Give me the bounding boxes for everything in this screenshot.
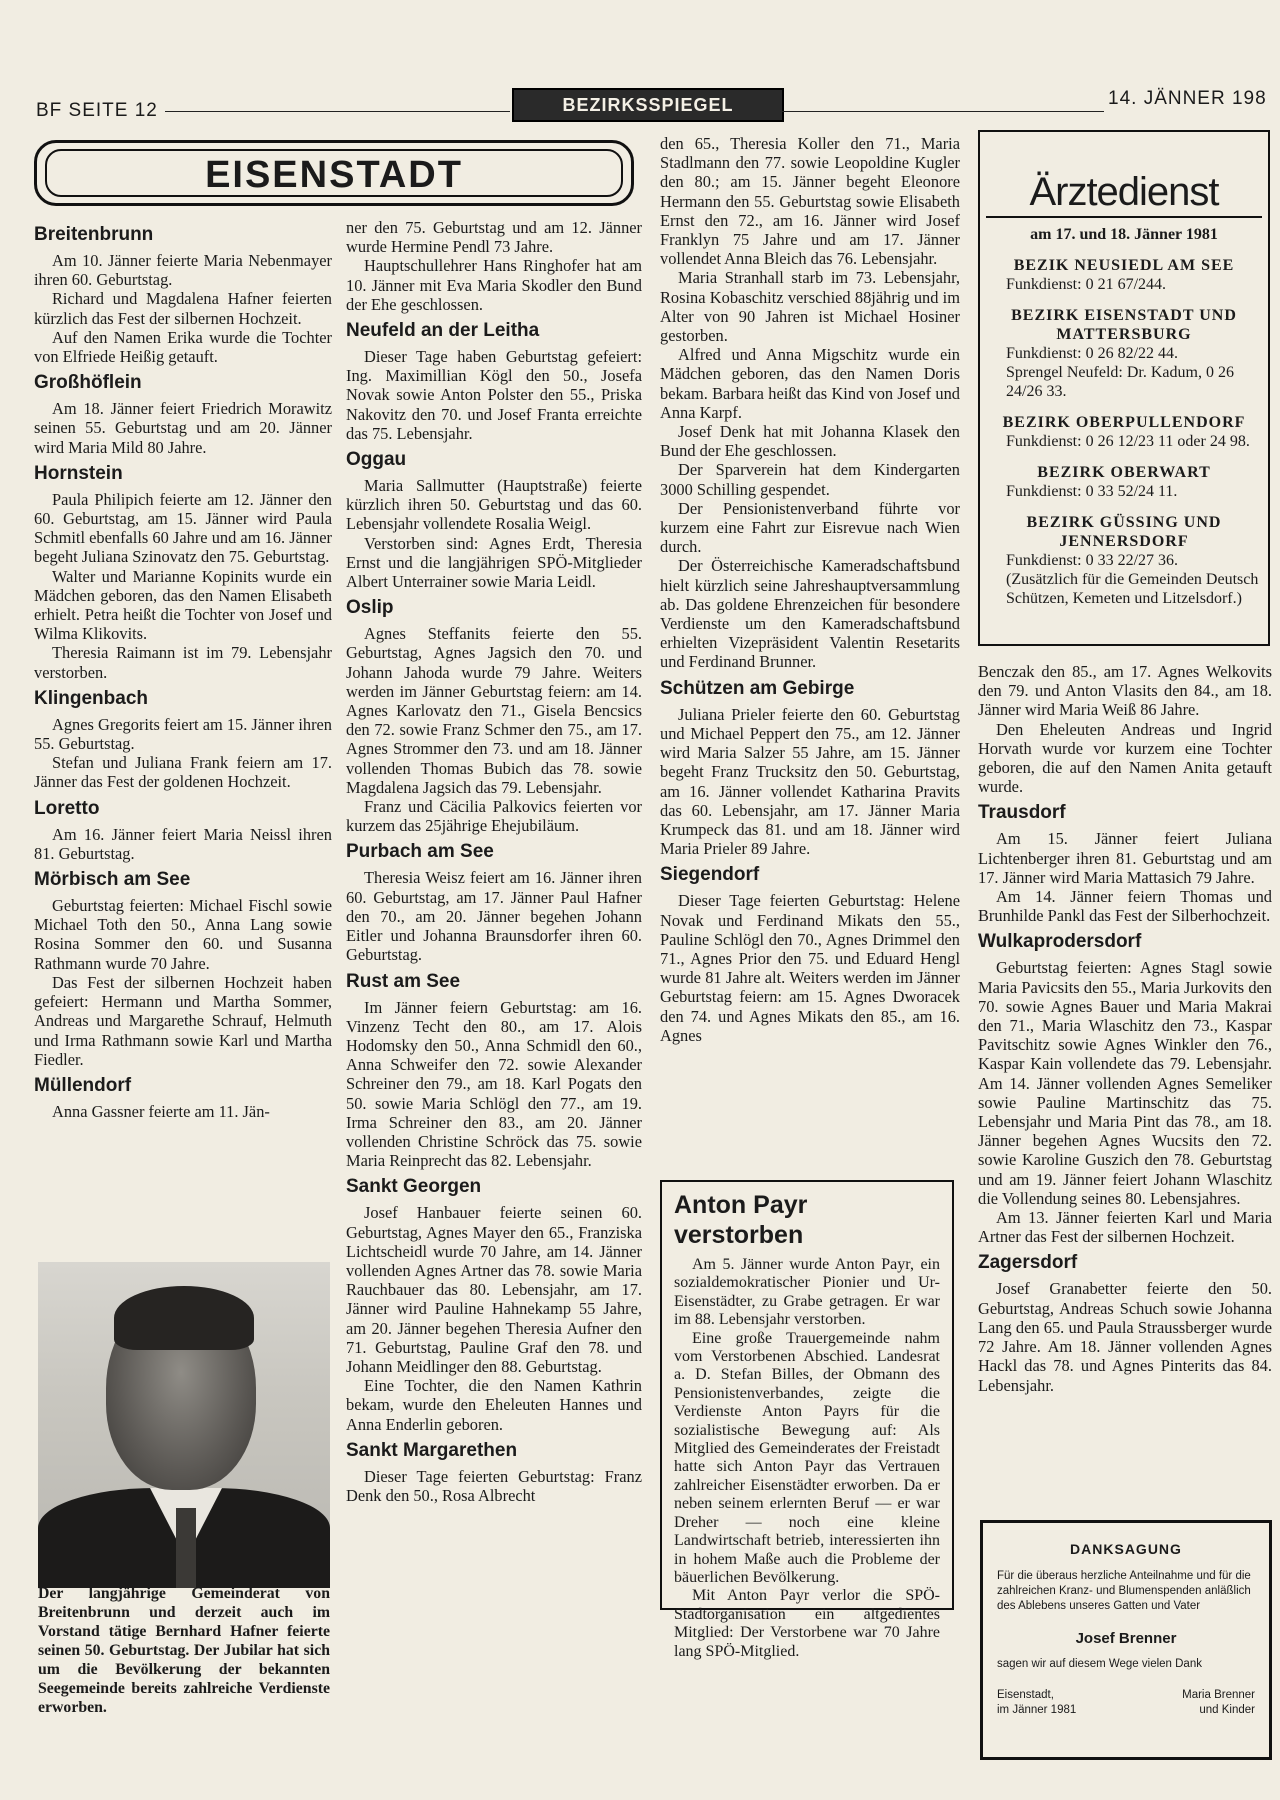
section-title: Oslip: [346, 597, 394, 619]
aerztedienst-box: [978, 130, 1270, 646]
article-paragraph: Am 15. Jänner feiert Juliana Lichtenberger ihren 81. Geburtstag und am 17. Jänner wird Maria Mattasich 79 Jahre.: [978, 829, 1272, 887]
obituary-body: [674, 1256, 940, 1661]
district-info: Funkdienst: 0 21 67/244.: [1006, 276, 1167, 293]
article-paragraph: Theresia Weisz feiert am 16. Jänner ihren 60. Geburtstag, am 17. Jänner Paul Hafner den 70., am 20. Jänner begehen Johann Eitler und Johanna Braunsdorfer ihren 60. Geburtstag.: [346, 868, 642, 965]
article-paragraph: Walter und Marianne Kopinits wurde ein Mädchen geboren, das den Namen Elisabeth erhielt. Petra heißt die Tochter von Josef und Wilma Klikovits.: [34, 566, 332, 644]
article-paragraph: Alfred und Anna Migschitz wurde ein Mädchen geboren, das den Namen Doris bekam. Barbara heißt das Kind von Josef und Anna Karpf.: [660, 345, 960, 422]
article-paragraph: Juliana Prieler feierte den 60. Geburtstag und Michael Peppert den 75., am 12. Jänner wird Maria Salzer 55 Jahre, am 15. Jänner begeht Franz Trucksitz den 50. Geburtstag, am 16. Jänner vollendet Katharina Pravits das 60. Lebensjahr, am 17. Jänner Maria Krumpeck das 81. und am 18. Jänner wird Maria Prieler 89 Jahre.: [660, 704, 960, 859]
article-paragraph: Auf den Namen Erika wurde die Tochter von Elfriede Heißig getauft.: [34, 327, 332, 367]
danksagung-text: Für die überaus herzliche Anteilnahme und für die zahlreichen Kranz- und Blumenspenden anläßlich des Ablebens unseres Gatten und Vater: [997, 1570, 1251, 1612]
section-title: Zagersdorf: [978, 1252, 1078, 1274]
danksagung-box: [980, 1520, 1272, 1760]
section-title: Rust am See: [346, 970, 461, 992]
article-paragraph: Der Sparverein hat dem Kindergarten 3000 Schilling gespendet.: [660, 460, 960, 499]
article-paragraph: Hauptschullehrer Hans Ringhofer hat am 10. Jänner mit Eva Maria Skodler den Bund der Ehe geschlossen.: [346, 256, 642, 314]
column-1: [34, 218, 332, 1254]
article-paragraph: Am 10. Jänner feierte Maria Nebenmayer ihren 60. Geburtstag.: [34, 251, 332, 290]
danksagung-thanks: sagen wir auf diesem Wege vielen Dank: [997, 1658, 1202, 1670]
danksagung-month: im Jänner 1981: [997, 1704, 1077, 1716]
obituary-box: [660, 1180, 954, 1660]
article-paragraph: Im Jänner feiern Geburtstag: am 16. Vinzenz Techt den 80., am 17. Alois Hodomsky den 50., Anna Schmidl den 60., Anna Schweifer den 72. sowie Alexander Schreiner den 79., am 18. Karl Pogats den 50. sowie Maria Schlögl den 77., am 19. Irma Schreiner den 83., am 20. Jänner vollenden Christine Schröck das 75. sowie Maria Reinprecht das 82. Lebensjahr.: [346, 997, 642, 1171]
article-paragraph: Josef Granabetter feierte den 50. Geburtstag, Andreas Schuch sowie Johanna Lang den 65. und Paula Straussberger wurde 72 Jahre. Am 18. Jänner vollenden Agnes Hackl das 78. und Agnes Pinterits das 84. Lebensjahr.: [978, 1279, 1272, 1395]
article-paragraph: Der Österreichische Kameradschaftsbund hielt kürzlich seine Jahreshauptversammlung ab. Das goldene Ehrenzeichen für besondere Verdienste um den Kameradschaftsbund erhielten Vizepräsident Valentin Resetarits und Ferdinand Brunner.: [660, 556, 960, 672]
district-name: BEZIRK OBERWART: [1037, 464, 1211, 481]
section-title: Großhöflein: [34, 372, 142, 394]
article-paragraph: Am 18. Jänner feiert Friedrich Morawitz seinen 55. Geburtstag und am 20. Jänner wird Maria Mild 80 Jahre.: [34, 399, 332, 457]
district-name: BEZIRK EISENSTADT UND MATTERSBURG: [1011, 307, 1237, 343]
article-paragraph: Dieser Tage feierten Geburtstag: Franz Denk den 50., Rosa Albrecht: [346, 1466, 642, 1505]
section-title: Müllendorf: [34, 1074, 132, 1096]
photo-caption: Der langjährige Gemeinderat von Breitenbrunn und derzeit auch im Vorstand tätige Bernhard Hafner feierte seinen 50. Geburtstag. Der Jubilar hat sich um die Bevölkerung der bekannten Seegemeinde bereits zahlreiche Verdienste erworben.: [38, 1585, 330, 1716]
column-2: [346, 218, 642, 1766]
obituary-paragraph: Eine große Trauergemeinde nahm vom Verstorbenen Abschied. Landesrat a. D. Stefan Billes, der Obmann des Pensionistenverbandes, zeigte die Verdienste Anton Payrs für die sozialistische Bewegung auf: Als Mitglied des Gemeinderates der Freistadt hatte sich Anton Payr das Vertrauen zahlreicher Eisenstädter erworben. Da er neben seinem erlernten Beruf — er war Dreher — noch eine kleine Landwirtschaft betrieb, interessierten ihn in hohem Maße auch die Probleme der bäuerlichen Bevölkerung.: [674, 1329, 940, 1586]
article-paragraph: Maria Sallmutter (Hauptstraße) feierte kürzlich ihren 50. Geburtstag und das 60. Lebensjahr vollendete Rosalia Weigl.: [346, 476, 642, 534]
section-title: Oggau: [346, 449, 407, 471]
section-title: Mörbisch am See: [34, 869, 191, 891]
obituary-title-line2: verstorben: [674, 1221, 804, 1249]
section-title: Purbach am See: [346, 841, 494, 863]
column-3: [660, 134, 960, 1170]
section-title: Loretto: [34, 797, 100, 819]
column-4: [978, 662, 1272, 1512]
article-paragraph: Agnes Gregorits feiert am 15. Jänner ihren 55. Geburtstag.: [34, 714, 332, 754]
article-paragraph: ner den 75. Geburtstag und am 12. Jänner wurde Hermine Pendl 73 Jahre.: [346, 218, 642, 257]
masthead-title: EISENSTADT: [45, 149, 623, 197]
danksagung-place: Eisenstadt,: [997, 1689, 1054, 1701]
portrait-photo: [38, 1262, 330, 1580]
danksagung-sign2: und Kinder: [1199, 1704, 1255, 1716]
section-title: Sankt Georgen: [346, 1176, 482, 1198]
section-title: Klingenbach: [34, 687, 149, 709]
article-paragraph: Dieser Tage haben Geburtstag gefeiert: Ing. Maximillian Kögl den 50., Josefa Novak sowie Anton Polster den 55., Priska Nakovitz den 70. und Josef Franta erreichte das 75. Lebensjahr.: [346, 347, 642, 443]
section-title: Siegendorf: [660, 864, 760, 886]
danksagung-footer: [997, 1688, 1255, 1718]
masthead: [34, 140, 634, 206]
article-paragraph: Geburtstag feierten: Michael Fischl sowie Michael Toth den 50., Anna Lang sowie Rosina Sommer den 60. und Susanna Rathmann wurde 70 Jahre.: [34, 896, 332, 973]
article-paragraph: Benczak den 85., am 17. Agnes Welkovits den 79. und Anton Vlasits den 84., am 18. Jänner wird Maria Weiß 86 Jahre.: [978, 662, 1272, 720]
district-name: BEZIRK GÜSSING UND JENNERSDORF: [1026, 514, 1222, 550]
article-paragraph: Stefan und Juliana Frank feiern am 17. Jänner das Fest der goldenen Hochzeit.: [34, 753, 332, 792]
article-paragraph: Josef Hanbauer feierte seinen 60. Geburtstag, Agnes Mayer den 65., Franziska Lichtscheidl wurde 70 Jahre, am 14. Jänner vollenden Agnes Artner das 78. sowie Maria Rauchbauer das 80. Lebensjahr, am 17. Jänner wird Pauline Hahnekamp 55 Jahre, am 20. Jänner begehen Theresia Aufner den 71. Geburtstag, Pauline Graf den 78. und Johann Meidlinger den 88. Geburtstag.: [346, 1203, 642, 1376]
district-info: Funkdienst: 0 26 82/22 44.: [1006, 345, 1179, 362]
section-title: Trausdorf: [978, 802, 1066, 824]
page-label: BF SEITE 12: [36, 100, 158, 121]
obituary-paragraph: Mit Anton Payr verlor die SPÖ-Stadtorganisation ein altgedientes Mitglied: Der Verstorbene war 70 Jahre lang SPÖ-Mitglied.: [674, 1587, 940, 1660]
article-paragraph: Agnes Steffanits feierte den 55. Geburtstag, Agnes Jagsich den 70. und Johann Jahoda wurde 79 Jahre. Weiters werden im Jänner Geburtstag feiern: am 14. Agnes Karlovatz den 71., Gisela Bencsics den 72. sowie Franz Schmer den 75., am 17. Agnes Strommer den 73. und am 18. Jänner vollenden Thomas Bubich das 78. sowie Magdalena Jagsich das 79. Lebensjahr.: [346, 624, 642, 797]
district-info: Sprengel Neufeld: Dr. Kadum, 0 26 24/26 33.: [1006, 364, 1234, 400]
obituary-title: [674, 1190, 940, 1250]
section-title: Breitenbrunn: [34, 224, 154, 245]
article-paragraph: Am 13. Jänner feierten Karl und Maria Artner das Fest der silbernen Hochzeit.: [978, 1208, 1272, 1247]
article-paragraph: Der Pensionistenverband führte vor kurzem eine Fahrt zur Eisrevue nach Wien durch.: [660, 498, 960, 557]
danksagung-sign1: Maria Brenner: [1182, 1689, 1255, 1701]
article-paragraph: Dieser Tage feierten Geburtstag: Helene Novak und Ferdinand Mikats den 55., Pauline Schlögl den 70., Agnes Drimmel den 71., Agnes Prior den 75. und Eduard Hengl wurde 81 Jahre alt. Weiters werden im Jänner Geburtstag feiern: am 15. Agnes Dworacek den 74. und Agnes Mikats den 85., am 16. Agnes: [660, 891, 960, 1045]
district-info: Funkdienst: 0 26 12/23 11 oder 24 98.: [1006, 433, 1250, 450]
article-paragraph: Den Eheleuten Andreas und Ingrid Horvath wurde vor kurzem eine Tochter geboren, die auf den Namen Anita getauft wurde.: [978, 719, 1272, 797]
article-paragraph: Verstorben sind: Agnes Erdt, Theresia Ernst und die langjährigen SPÖ-Mitglieder Albert Unterrainer sowie Maria Leidl.: [346, 533, 642, 592]
district-info: Funkdienst: 0 33 52/24 11.: [1006, 483, 1178, 500]
article-paragraph: Am 16. Jänner feiert Maria Neissl ihren 81. Geburtstag.: [34, 824, 332, 863]
article-paragraph: Richard und Magdalena Hafner feierten kürzlich das Fest der silbernen Hochzeit.: [34, 289, 332, 328]
article-paragraph: Eine Tochter, die den Namen Kathrin bekam, wurde den Eheleuten Hannes und Anna Enderlin geboren.: [346, 1376, 642, 1434]
district-name: BEZIRK OBERPULLENDORF: [1002, 414, 1246, 431]
issue-date: 14. JÄNNER 198: [1108, 88, 1267, 109]
aerztedienst-title: Ärztedienst: [986, 170, 1262, 218]
article-paragraph: Maria Stranhall starb im 73. Lebensjahr, Rosina Kobaschitz verschied 88jährig und im Alter von 90 Jahren ist Michael Hosiner gestorben.: [660, 268, 960, 346]
danksagung-title: DANKSAGUNG: [1070, 1541, 1182, 1557]
header-rule-right: [782, 111, 1104, 112]
article-paragraph: Franz und Cäcilia Palkovics feierten vor kurzem das 25jährige Ehejubiläum.: [346, 797, 642, 836]
obituary-title-line1: Anton Payr: [674, 1191, 808, 1219]
district-info: (Zusätzlich für die Gemeinden Deutsch Schützen, Kemeten und Litzelsdorf.): [1006, 571, 1259, 607]
article-paragraph: Geburtstag feierten: Agnes Stagl sowie Maria Pavicsits den 55., Maria Jurkovits den 70. sowie Agnes Bauer und Maria Makrai den 71., Maria Wlaschitz den 73., Kaspar Pavitschitz sowie Agnes Winkler den 76., Kaspar Kain vollendete das 79. Lebensjahr. Am 14. Jänner vollenden Agnes Semeliker sowie Pauline Martinschitz das 75. Lebensjahr und Maria Pint das 78., am 18. Jänner begehen Agnes Wucsits den 72. sowie Karoline Guszich den 78. Geburtstag und am 19. Jänner feiert Johann Wlaschitz die Vollendung seines 80. Lebensjahres.: [978, 958, 1272, 1208]
article-paragraph: Josef Denk hat mit Johanna Klasek den Bund der Ehe geschlossen.: [660, 422, 960, 461]
section-title: Sankt Margarethen: [346, 1439, 518, 1461]
article-paragraph: Das Fest der silbernen Hochzeit haben gefeiert: Hermann und Martha Sommer, Andreas und Margarethe Schrauf, Helmuth und Irma Rathmann sowie Karl und Martha Fiedler.: [34, 972, 332, 1069]
district-info: Funkdienst: 0 33 22/27 36.: [1006, 552, 1179, 569]
obituary-paragraph: Am 5. Jänner wurde Anton Payr, ein sozialdemokratischer Pionier und Ur-Eisenstädter, zu Grabe getragen. Er war im 88. Lebensjahr verstorben.: [674, 1256, 940, 1329]
article-paragraph: Am 14. Jänner feiern Thomas und Brunhilde Pankl das Fest der Silberhochzeit.: [978, 887, 1272, 926]
article-paragraph: Paula Philipich feierte am 12. Jänner den 60. Geburtstag, am 15. Jänner wird Paula Schmitl ebenfalls 60 Jahre und am 16. Jänner begeht Juliana Szinovatz den 75. Geburtstag.: [34, 489, 332, 567]
section-title: Wulkaprodersdorf: [978, 931, 1142, 953]
danksagung-name: Josef Brenner: [1075, 1630, 1177, 1647]
header-rule-left: [165, 111, 510, 112]
article-paragraph: Theresia Raimann ist im 79. Lebensjahr verstorben.: [34, 643, 332, 682]
section-banner: BEZIRKSSPIEGEL: [512, 88, 784, 122]
district-name: BEZIK NEUSIEDL AM SEE: [1013, 257, 1235, 274]
aerztedienst-districts: [986, 256, 1262, 608]
section-title: Hornstein: [34, 462, 123, 484]
aerztedienst-date: am 17. und 18. Jänner 1981: [1030, 226, 1218, 243]
section-title: Neufeld an der Leitha: [346, 320, 540, 342]
section-title: Schützen am Gebirge: [660, 677, 855, 699]
article-paragraph: den 65., Theresia Koller den 71., Maria Stadlmann den 77. sowie Leopoldine Kugler den 80.; am 15. Jänner begeht Eleonore Hermann den 55. Geburtstag sowie Elisabeth Ernst den 72., am 16. Jänner wird Josef Franklyn 75 Jahre und am 17. Jänner vollendet Anna Bleich das 76. Lebensjahr.: [660, 134, 960, 269]
article-paragraph: Anna Gassner feierte am 11. Jän-: [52, 1101, 270, 1121]
